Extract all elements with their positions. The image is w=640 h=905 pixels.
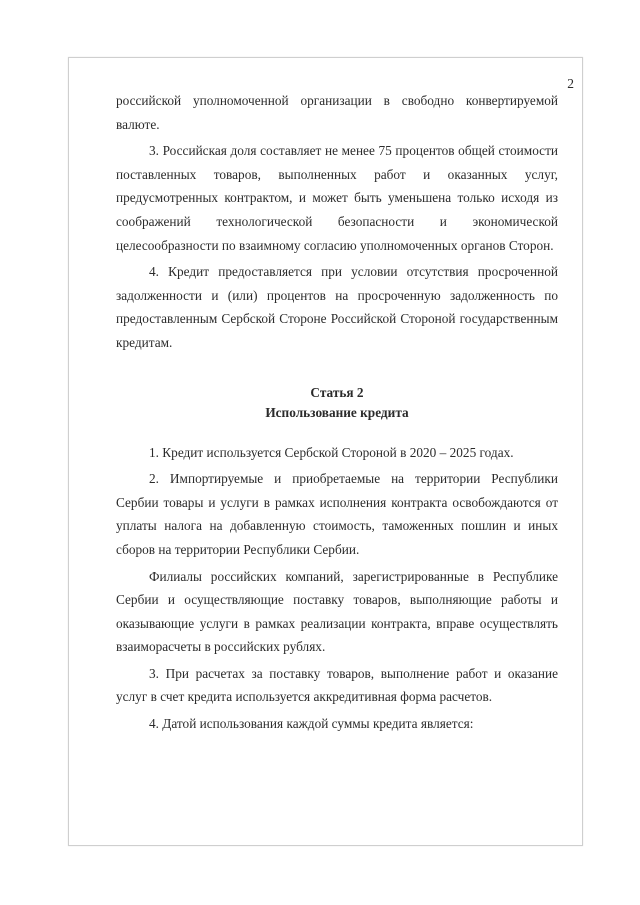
paragraph-continuation: российской уполномоченной организации в свободно конвертируемой валюте. xyxy=(116,93,558,132)
paragraph-date-of-use: 4. Датой использования каждой суммы кредита является: xyxy=(149,716,474,732)
paragraph-credit-period: 1. Кредит используется Сербской Стороной в 2020 – 2025 годах. xyxy=(149,444,514,460)
article-title: Статья 2 xyxy=(310,384,364,400)
article-heading xyxy=(116,383,558,423)
paragraph-letter-of-credit: 3. При расчетах за поставку товаров, выполнение работ и оказание услуг в счет кредита используется аккредитивная форма расчетов. xyxy=(116,665,558,705)
article-subtitle: Использование кредита xyxy=(265,404,409,420)
paragraph-credit-condition: 4. Кредит предоставляется при условии отсутствия просроченной задолженности и (или) процентов на просроченную задолженность по предоставленным Сербской Стороне Российской Стороной государственным кредитам. xyxy=(116,264,558,350)
paragraph-russian-share: 3. Российская доля составляет не менее 75 процентов общей стоимости поставленных товаров, выполненных работ и оказанных услуг, предусмотренных контрактом, и может быть уменьшена только исходя из соображений технологической безопасности и экономической целесообразности по взаимному согласию уполномоченных органов Сторон. xyxy=(116,143,558,253)
paragraph-tax-exemption: 2. Импортируемые и приобретаемые на территории Республики Сербии товары и услуги в рамках исполнения контракта освобождаются от уплаты налога на добавленную стоимость, таможенных пошлин и иных сборов на территории Республики Сербии. xyxy=(116,471,558,557)
page-number: 2 xyxy=(567,76,574,91)
paragraph-branches: Филиалы российских компаний, зарегистрированные в Республике Сербии и осуществляющие поставку товаров, выполняющие работы и оказывающие услуги в рамках реализации контракта, вправе осуществлять взаиморасчеты в российских рублях. xyxy=(116,568,558,655)
document-body xyxy=(116,89,558,739)
